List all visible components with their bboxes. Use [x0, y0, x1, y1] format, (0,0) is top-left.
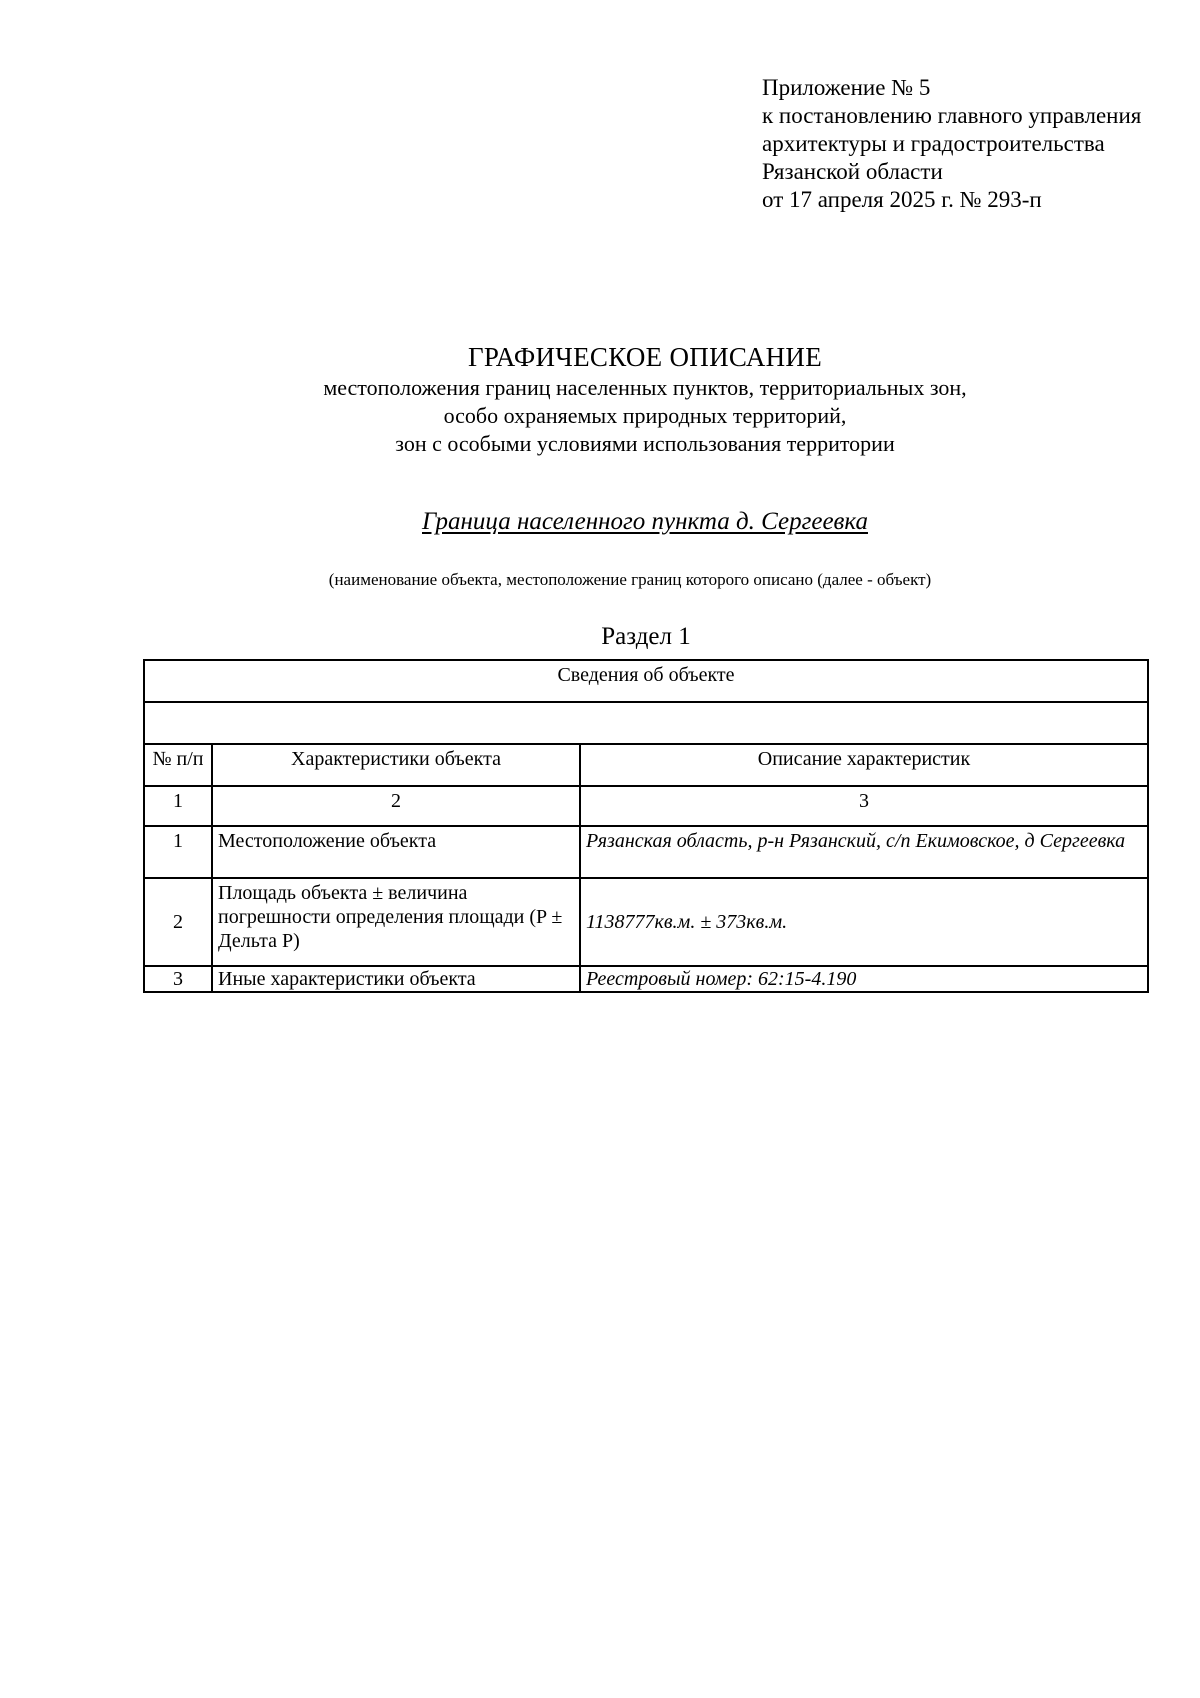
table-empty-row	[144, 702, 1148, 744]
table-caption: Сведения об объекте	[144, 660, 1148, 702]
document-title: ГРАФИЧЕСКОЕ ОПИСАНИЕ	[467, 342, 823, 372]
subtitle-line: местоположения границ населенных пунктов, территориальных зон,	[323, 375, 967, 400]
table-index-row	[144, 786, 1148, 826]
row-description: Реестровый номер: 62:15-4.190	[580, 966, 1148, 992]
row-characteristic: Иные характеристики объекта	[212, 966, 580, 992]
table-empty-cell	[144, 702, 1148, 744]
table-row	[144, 826, 1148, 878]
object-info-table	[143, 659, 1149, 993]
index-cell: 1	[144, 786, 212, 826]
subtitle-line: особо охраняемых природных территорий,	[443, 403, 847, 428]
title-block	[0, 340, 1200, 458]
row-characteristic: Местоположение объекта	[212, 826, 580, 878]
header-cell-description: Описание характеристик	[580, 744, 1148, 786]
index-cell: 2	[212, 786, 580, 826]
annex-line: от 17 апреля 2025 г. № 293-п	[762, 187, 1042, 212]
row-num: 3	[144, 966, 212, 992]
section-title: Раздел 1	[601, 623, 691, 650]
row-description: Рязанская область, р-н Рязанский, с/п Екимовское, д Сергеевка	[580, 826, 1148, 878]
table-caption-row	[144, 660, 1148, 702]
header-cell-characteristic: Характеристики объекта	[212, 744, 580, 786]
object-name: Граница населенного пункта д. Сергеевка	[422, 508, 868, 535]
row-characteristic: Площадь объекта ± величина погрешности определения площади (P ± Дельта P)	[212, 878, 580, 966]
object-name-block	[0, 506, 1200, 538]
annex-block	[762, 74, 1141, 214]
table-header-row	[144, 744, 1148, 786]
annex-line: Рязанской области	[762, 159, 943, 184]
table-row	[144, 966, 1148, 992]
object-caption: (наименование объекта, местоположение границ которого описано (далее - объект)	[328, 570, 932, 589]
annex-line: к постановлению главного управления	[762, 103, 1142, 128]
subtitle-line: зон с особыми условиями использования территории	[395, 431, 895, 456]
header-cell-num: № п/п	[144, 744, 212, 786]
index-cell: 3	[580, 786, 1148, 826]
row-num: 1	[144, 826, 212, 878]
row-description: 1138777кв.м. ± 373кв.м.	[580, 878, 1148, 966]
row-num: 2	[144, 878, 212, 966]
annex-line: Приложение № 5	[762, 75, 931, 100]
table-row	[144, 878, 1148, 966]
annex-line: архитектуры и градостроительства	[762, 131, 1105, 156]
